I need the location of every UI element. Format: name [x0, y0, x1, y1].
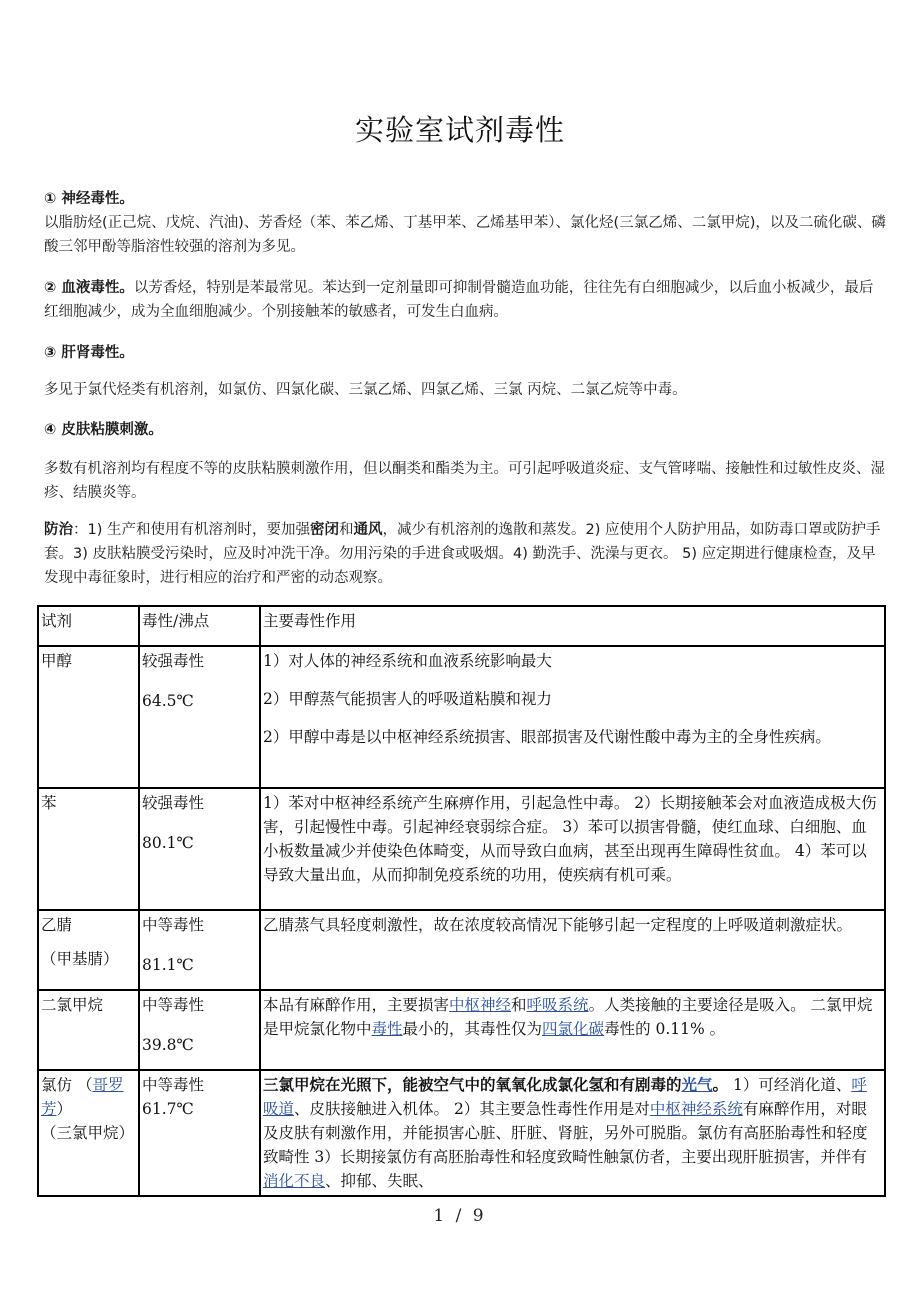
section-heading: ② 血液毒性。	[44, 280, 134, 296]
link-chloroform-alias[interactable]: 哥罗芳	[41, 1076, 124, 1118]
keyword-ventilation: 通风	[353, 522, 383, 538]
effect-cell: 本品有麻醉作用，主要损害中枢神经和呼吸系统。人类接触的主要途径是吸入。 二氯甲烷是甲烷氯化物中毒性最小的，其毒性仅为四氯化碳毒性的 0.11% 。	[260, 990, 885, 1070]
toxicity-cell: 较强毒性 80.1℃	[139, 788, 260, 910]
table-row	[38, 646, 885, 788]
effect-cell: 1）对人体的神经系统和血液系统影响最大 2）甲醇蒸气能损害人的呼吸道粘膜和视力 2）甲醇中毒是以中枢神经系统损害、眼部损害及代谢性酸中毒为主的全身性疾病。	[260, 646, 885, 788]
section-heading: ④ 皮肤粘膜刺激。	[44, 422, 163, 438]
section-blood-toxicity	[44, 276, 886, 324]
page-number: 1 / 9	[433, 1206, 487, 1226]
reagent-name: 乙腈 （甲基腈）	[38, 910, 139, 990]
link-indigestion[interactable]: 消化不良	[263, 1172, 326, 1190]
table-header-row	[38, 606, 885, 646]
section-heading: ③ 肝肾毒性。	[44, 345, 134, 361]
link-carbon-tetrachloride[interactable]: 四氯化碳	[542, 1020, 605, 1038]
toxicity-cell: 中等毒性 81.1℃	[139, 910, 260, 990]
reagent-name: 甲醇	[38, 646, 139, 788]
section-liver-kidney	[44, 341, 886, 365]
section-neurotoxicity	[44, 187, 886, 259]
link-phosgene[interactable]: 光气	[681, 1075, 713, 1094]
effect-cell: 乙腈蒸气具轻度刺激性，故在浓度较高情况下能够引起一定程度的上呼吸道刺激症状。	[260, 910, 885, 990]
keyword-sealed: 密闭	[310, 522, 339, 538]
section-liver-kidney-body: 多见于氯代烃类有机溶剂，如氯仿、四氯化碳、三氯乙烯、四氯乙烯、三氯 丙烷、二氯乙烷等中毒。	[44, 382, 687, 398]
section-body: 以芳香烃，特别是苯最常见。苯达到一定剂量即可抑制骨髓造血功能，往往先有白细胞减少，以后血小板减少，最后红细胞减少，成为全血细胞减少。个别接触苯的敏感者，可发生白血病。	[44, 280, 874, 320]
section-heading: ① 神经毒性。	[44, 191, 134, 207]
link-central-nervous[interactable]: 中枢神经	[449, 996, 512, 1014]
toxicity-cell: 中等毒性 39.8℃	[139, 990, 260, 1070]
link-toxicity[interactable]: 毒性	[371, 1020, 403, 1038]
reagent-name: 二氯甲烷	[38, 990, 139, 1070]
effect-cell: 三氯甲烷在光照下，能被空气中的氧氧化成氯化氢和有剧毒的光气。 1）可经消化道、呼吸道、皮肤接触进入机体。 2）其主要急性毒性作用是对中枢神经系统有麻醉作用，对眼及皮肤有刺激作用，并能损害心脏、肝脏、肾脏，另外可脱脂。氯仿有高胚胎毒性和轻度致畸性 3）长期接氯仿有高胚胎毒性和轻度致畸性触氯仿者，主要出现肝脏损害，并伴有消化不良、抑郁、失眠、	[260, 1070, 885, 1196]
table-header: 试剂	[38, 606, 139, 646]
table-row	[38, 910, 885, 990]
link-respiratory-system[interactable]: 呼吸系统	[526, 996, 589, 1014]
section-skin-mucosa-body: 多数有机溶剂均有程度不等的皮肤粘膜刺激作用，但以酮类和酯类为主。可引起呼吸道炎症、支气管哮喘、接触性和过敏性皮炎、湿疹、结膜炎等。	[44, 461, 885, 501]
table-row	[38, 1070, 885, 1196]
reagent-name: 苯	[38, 788, 139, 910]
toxicity-cell: 较强毒性 64.5℃	[139, 646, 260, 788]
toxicity-table	[37, 605, 886, 1197]
table-header: 毒性/沸点	[139, 606, 260, 646]
table-row	[38, 990, 885, 1070]
table-row	[38, 788, 885, 910]
section-prevention: 防治：1) 生产和使用有机溶剂时，要加强密闭和通风，减少有机溶剂的逸散和蒸发。2) 应使用个人防护用品，如防毒口罩或防护手套。3) 皮肤粘膜受污染时，应及时冲洗干净。勿用污染的手进食或吸烟。4) 勤洗手、洗澡与更衣。 5) 应定期进行健康检查，及早发现中毒征象时，进行相应的治疗和严密的动态观察。	[44, 522, 881, 586]
section-skin-mucosa	[44, 418, 886, 442]
reagent-name: 氯仿 （哥罗芳） （三氯甲烷）	[38, 1070, 139, 1196]
section-body: 以脂肪烃(正己烷、戊烷、汽油)、芳香烃（苯、苯乙烯、丁基甲苯、乙烯基甲苯）、氯化烃(三氯乙烯、二氯甲烷)，以及二硫化碳、磷酸三邻甲酚等脂溶性较强的溶剂为多见。	[44, 215, 886, 255]
table-header: 主要毒性作用	[260, 606, 885, 646]
link-respiratory-tract[interactable]: 呼吸道	[263, 1076, 867, 1118]
prevention-label: 防治	[44, 522, 73, 538]
toxicity-cell: 中等毒性 61.7℃	[139, 1070, 260, 1196]
effect-cell: 1）苯对中枢神经系统产生麻痹作用，引起急性中毒。 2）长期接触苯会对血液造成极大伤害，引起慢性中毒。引起神经衰弱综合症。 3）苯可以损害骨髓，使红血球、白细胞、血小板数量减少并使染色体畸变，从而导致白血病，甚至出现再生障碍性贫血。 4）苯可以导致大量出血，从而抑制免疫系统的功用，使疾病有机可乘。	[260, 788, 885, 910]
page-title: 实验室试剂毒性	[354, 113, 565, 147]
link-central-nervous-system[interactable]: 中枢神经系统	[649, 1100, 743, 1118]
